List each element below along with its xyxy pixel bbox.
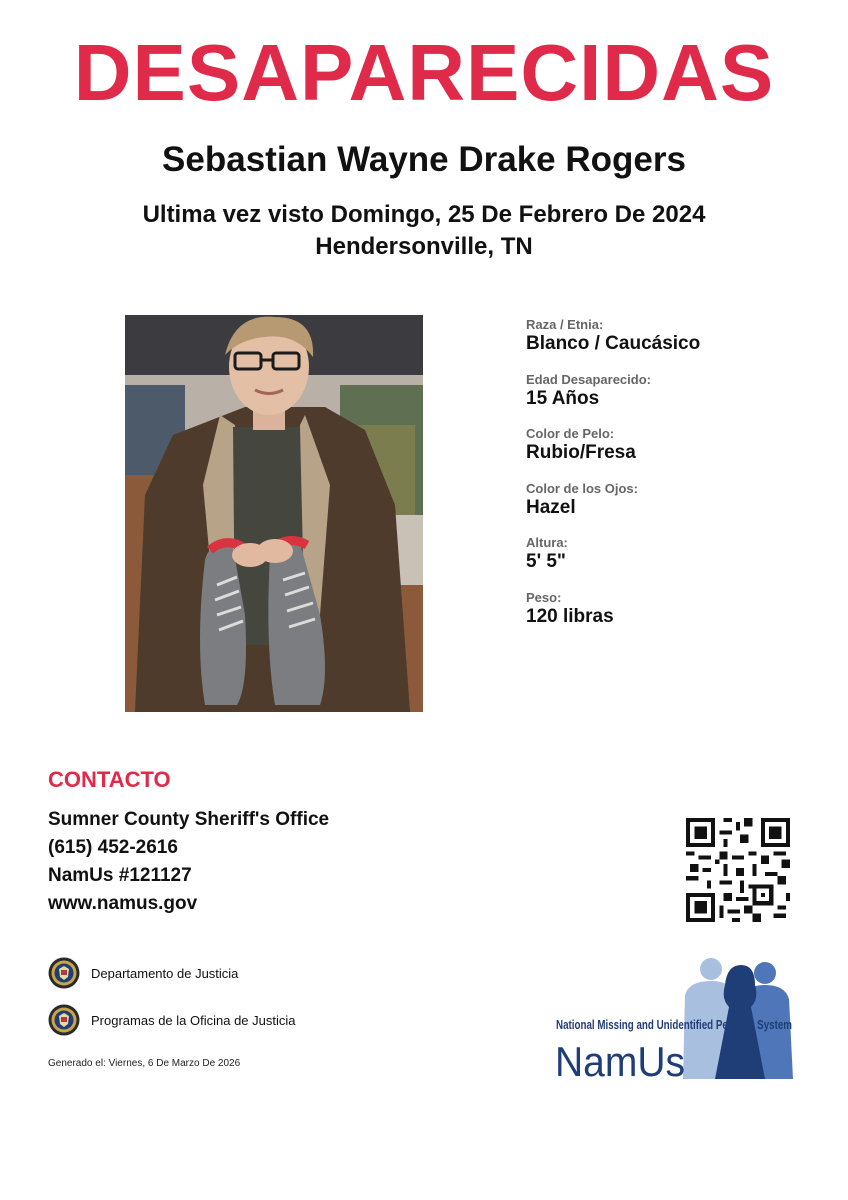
missing-person-name: Sebastian Wayne Drake Rogers	[162, 140, 686, 179]
contact-heading: CONTACTO	[48, 767, 171, 792]
last-seen-date: Ultima vez visto Domingo, 25 De Febrero De 2024	[142, 201, 706, 228]
age-value: 15 Años	[526, 388, 600, 409]
poster-headline: DESAPARECIDAS	[73, 28, 775, 117]
hair-color-label: Color de Pelo:	[526, 426, 615, 441]
namus-logo	[555, 955, 800, 1083]
namus-wordmark: NamUs	[555, 1038, 685, 1085]
height-label: Altura:	[526, 535, 568, 550]
age-label: Edad Desaparecido:	[526, 372, 651, 387]
doj-row	[48, 956, 238, 990]
weight-label: Peso:	[526, 590, 562, 605]
weight-value: 120 libras	[526, 606, 614, 627]
missing-person-photo	[125, 315, 423, 712]
ojp-seal-icon	[48, 1004, 80, 1036]
height-value: 5' 5"	[526, 551, 566, 572]
qr-code[interactable]	[686, 818, 790, 922]
doj-seal-icon	[48, 957, 80, 989]
generated-date: Generado el: Viernes, 6 De Marzo De 2026	[48, 1058, 241, 1069]
namus-case-number: NamUs #121127	[48, 865, 192, 886]
contact-website[interactable]: www.namus.gov	[48, 893, 198, 914]
contact-agency: Sumner County Sheriff's Office	[48, 809, 330, 830]
eye-color-label: Color de los Ojos:	[526, 481, 638, 496]
ojp-row	[48, 1003, 295, 1037]
contact-phone[interactable]: (615) 452-2616	[48, 837, 178, 858]
ojp-label: Programas de la Oficina de Justicia	[91, 1012, 296, 1028]
race-value: Blanco / Caucásico	[526, 333, 701, 354]
namus-tagline: National Missing and Unidentified Persons System	[556, 1018, 792, 1032]
hair-color-value: Rubio/Fresa	[526, 442, 636, 463]
race-label: Raza / Etnia:	[526, 317, 604, 332]
eye-color-value: Hazel	[526, 497, 576, 518]
doj-label: Departamento de Justicia	[91, 965, 239, 981]
last-seen-location: Hendersonville, TN	[315, 233, 533, 260]
